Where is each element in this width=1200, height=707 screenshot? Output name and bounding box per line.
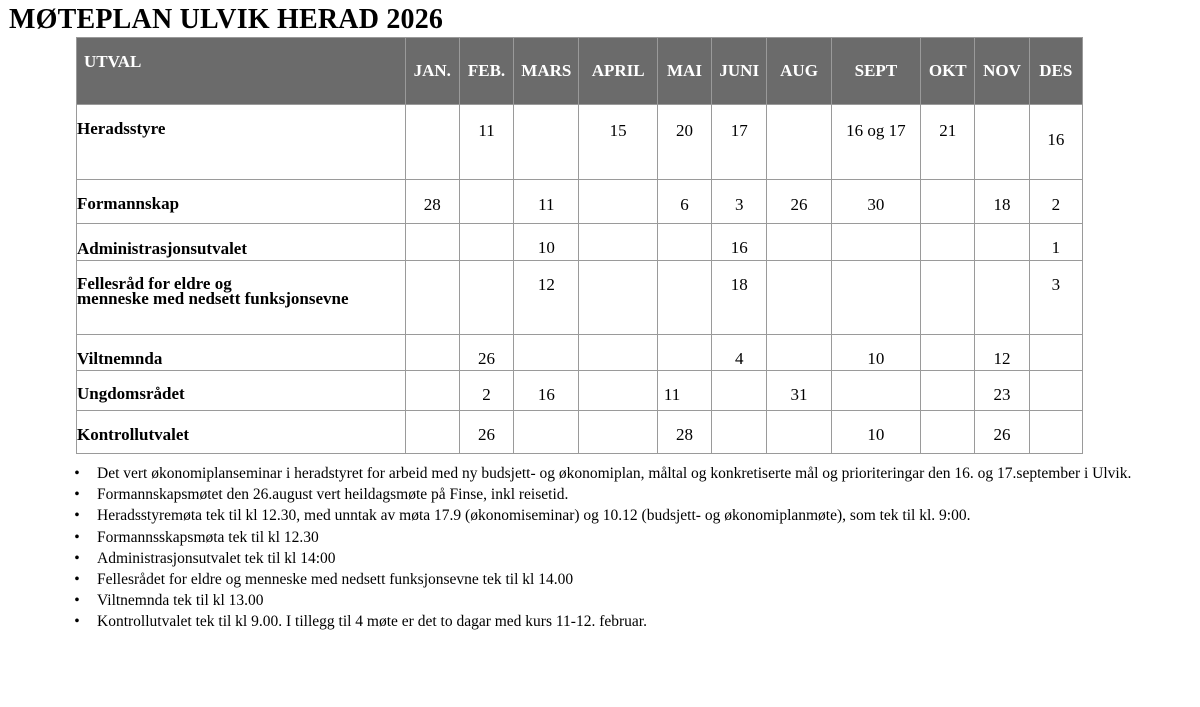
note-text: Kontrollutvalet tek til kl 9.00. I tillegg til 4 møte er det to dagar med kurs 11-12. februar. — [97, 613, 647, 631]
notes-list — [70, 464, 1180, 634]
table-cell: 28 — [405, 180, 459, 224]
table-cell — [405, 335, 459, 371]
table-cell — [921, 224, 975, 261]
table-cell — [459, 180, 513, 224]
table-row — [77, 105, 1083, 180]
table-cell: 15 — [579, 105, 657, 180]
table-cell: 10 — [514, 224, 579, 261]
table-cell: 6 — [657, 180, 711, 224]
table-cell — [459, 224, 513, 261]
column-header-okt: OKT — [921, 38, 975, 105]
table-cell: 10 — [831, 411, 920, 454]
table-cell — [767, 105, 831, 180]
table-cell: 2 — [459, 371, 513, 411]
table-cell — [921, 180, 975, 224]
row-name: Kontrollutvalet — [77, 411, 406, 454]
table-row — [77, 371, 1083, 411]
column-header-aug: AUG — [767, 38, 831, 105]
table-cell — [921, 411, 975, 454]
table-cell: 21 — [921, 105, 975, 180]
table-cell — [831, 371, 920, 411]
table-cell: 16 og 17 — [831, 105, 920, 180]
column-header-sept: SEPT — [831, 38, 920, 105]
table-cell: 16 — [712, 224, 767, 261]
note-text: Formannsskapsmøta tek til kl 12.30 — [97, 528, 319, 546]
table-cell: 23 — [975, 371, 1029, 411]
bullet-icon: • — [74, 507, 80, 525]
bullet-icon: • — [74, 613, 80, 631]
column-header-mars: MARS — [514, 38, 579, 105]
table-cell — [921, 371, 975, 411]
bullet-icon: • — [74, 486, 80, 504]
note-text: Fellesrådet for eldre og menneske med nedsett funksjonsevne tek til kl 14.00 — [97, 570, 574, 588]
table-cell — [657, 335, 711, 371]
table-cell: 12 — [514, 261, 579, 335]
table-cell — [514, 335, 579, 371]
table-cell: 11 — [459, 105, 513, 180]
note-text: Heradsstyremøta tek til kl 12.30, med unntak av møta 17.9 (økonomiseminar) og 10.12 (budsjett- og økonomiplanmøte), som tek til kl. 9:00. — [97, 507, 971, 525]
table-cell: 17 — [712, 105, 767, 180]
table-cell — [712, 411, 767, 454]
column-header-nov: NOV — [975, 38, 1029, 105]
note-text: Formannskapsmøtet den 26.august vert heildagsmøte på Finse, inkl reisetid. — [97, 486, 569, 504]
table-cell — [1029, 411, 1082, 454]
list-item — [70, 506, 1180, 526]
table-cell: 1 — [1029, 224, 1082, 261]
table-cell — [657, 261, 711, 335]
table-row — [77, 335, 1083, 371]
table-cell: 11 — [657, 371, 711, 411]
table-row — [77, 224, 1083, 261]
row-name-line-1: Fellesråd for eldre og — [77, 274, 232, 293]
table-cell: 4 — [712, 335, 767, 371]
list-item — [70, 528, 1180, 548]
bullet-icon: • — [74, 549, 80, 567]
column-header-utval: UTVAL — [77, 38, 406, 105]
table-cell: 12 — [975, 335, 1029, 371]
table-cell — [1029, 335, 1082, 371]
table-cell — [921, 335, 975, 371]
table-cell — [514, 411, 579, 454]
table-cell — [405, 261, 459, 335]
table-cell: 20 — [657, 105, 711, 180]
table-cell: 2 — [1029, 180, 1082, 224]
table-cell: 28 — [657, 411, 711, 454]
row-name: Heradsstyre — [77, 105, 406, 180]
table-cell — [405, 224, 459, 261]
list-item — [70, 464, 1180, 484]
table-cell — [405, 105, 459, 180]
note-text: Viltnemnda tek til kl 13.00 — [97, 592, 264, 610]
bullet-icon: • — [74, 465, 80, 482]
table-cell — [767, 411, 831, 454]
note-text: Administrasjonsutvalet tek til kl 14:00 — [97, 549, 336, 567]
table-cell — [921, 261, 975, 335]
row-name — [77, 261, 406, 335]
table-cell — [831, 261, 920, 335]
table-cell — [767, 261, 831, 335]
table-cell — [1029, 371, 1082, 411]
list-item — [70, 485, 1180, 505]
row-name: Viltnemnda — [77, 335, 406, 371]
note-text: Det vert økonomiplanseminar i heradstyret for arbeid med ny budsjett- og økonomiplan, måltal og konkretiserte mål og prioriteringar den 16. og 17.september i Ulvik. — [97, 465, 1132, 482]
column-header-feb: FEB. — [459, 38, 513, 105]
table-cell — [579, 224, 657, 261]
table-cell — [657, 224, 711, 261]
table-cell: 26 — [459, 411, 513, 454]
list-item — [70, 570, 1180, 590]
table-cell: 11 — [514, 180, 579, 224]
table-cell — [579, 261, 657, 335]
table-cell — [975, 261, 1029, 335]
page-title: MØTEPLAN ULVIK HERAD 2026 — [9, 4, 444, 35]
table-cell: 16 — [514, 371, 579, 411]
table-cell — [767, 335, 831, 371]
list-item — [70, 591, 1180, 611]
table-cell: 26 — [975, 411, 1029, 454]
table-cell: 30 — [831, 180, 920, 224]
table-row — [77, 411, 1083, 454]
row-name: Administrasjonsutvalet — [77, 224, 406, 261]
bullet-icon: • — [74, 570, 80, 588]
row-name: Formannskap — [77, 180, 406, 224]
list-item — [70, 612, 1180, 632]
column-header-mai: MAI — [657, 38, 711, 105]
table-cell — [579, 411, 657, 454]
table-row — [77, 261, 1083, 335]
row-name: Ungdomsrådet — [77, 371, 406, 411]
column-header-juni: JUNI — [712, 38, 767, 105]
table-cell — [712, 371, 767, 411]
table-cell — [514, 105, 579, 180]
table-cell — [579, 371, 657, 411]
row-name-line-2: menneske med nedsett funksjonsevne — [77, 289, 349, 308]
table-cell: 26 — [459, 335, 513, 371]
table-cell — [579, 335, 657, 371]
table-header-row — [77, 38, 1083, 105]
table-cell: 31 — [767, 371, 831, 411]
table-cell: 3 — [1029, 261, 1082, 335]
table-cell — [579, 180, 657, 224]
column-header-april: APRIL — [579, 38, 657, 105]
table-cell — [831, 224, 920, 261]
column-header-des: DES — [1029, 38, 1082, 105]
table-cell: 16 — [1029, 105, 1082, 180]
table-cell — [975, 105, 1029, 180]
meeting-schedule-table — [76, 37, 1083, 454]
table-cell: 3 — [712, 180, 767, 224]
table-cell — [405, 411, 459, 454]
table-row — [77, 180, 1083, 224]
list-item — [70, 549, 1180, 569]
table-cell: 10 — [831, 335, 920, 371]
table-cell — [767, 224, 831, 261]
column-header-jan: JAN. — [405, 38, 459, 105]
table-cell: 26 — [767, 180, 831, 224]
table-cell — [975, 224, 1029, 261]
bullet-icon: • — [74, 528, 80, 546]
table-cell — [459, 261, 513, 335]
table-cell — [405, 371, 459, 411]
bullet-icon: • — [74, 592, 80, 610]
table-cell: 18 — [975, 180, 1029, 224]
table-cell: 18 — [712, 261, 767, 335]
